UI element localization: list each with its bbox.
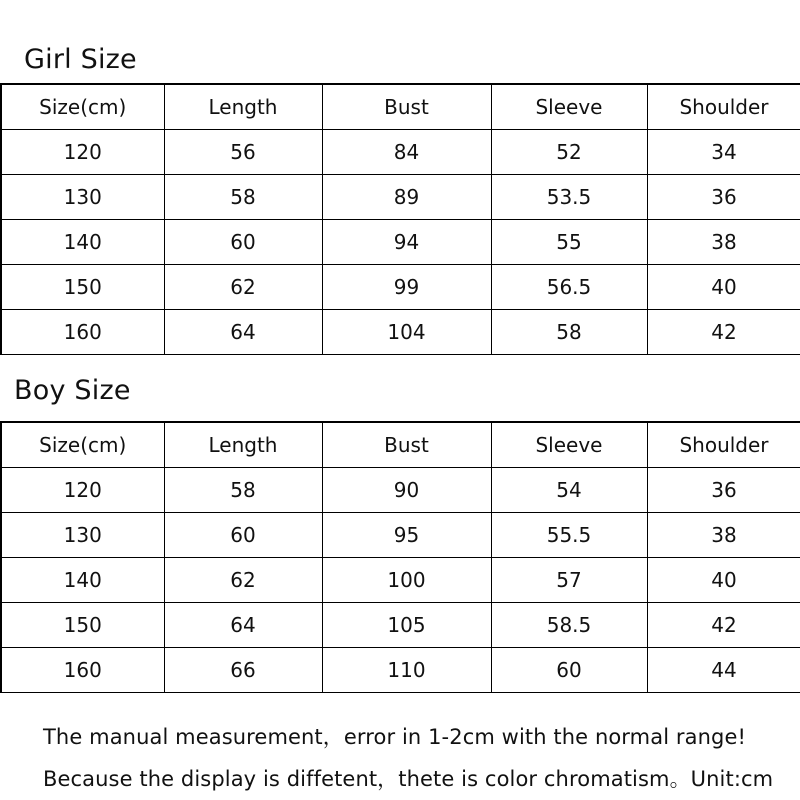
table-cell: 90 (322, 468, 491, 513)
table-header-row (1, 84, 800, 130)
table-cell: 62 (164, 265, 322, 310)
boy-size-title: Boy Size (14, 375, 131, 406)
table-cell: 100 (322, 558, 491, 603)
table-cell: 36 (647, 468, 800, 513)
table-cell: 95 (322, 513, 491, 558)
table-cell: 64 (164, 603, 322, 648)
table-cell: 36 (647, 175, 800, 220)
table-cell: 42 (647, 310, 800, 355)
table-cell: 60 (164, 513, 322, 558)
table-row (1, 175, 800, 220)
table-cell: 94 (322, 220, 491, 265)
table-cell: 44 (647, 648, 800, 693)
table-row (1, 130, 800, 175)
table-row (1, 558, 800, 603)
header-cell-shoulder: Shoulder (647, 422, 800, 468)
table-cell: 99 (322, 265, 491, 310)
table-cell: 150 (1, 603, 164, 648)
table-cell: 140 (1, 220, 164, 265)
table-cell: 105 (322, 603, 491, 648)
table-cell: 34 (647, 130, 800, 175)
table-cell: 55 (491, 220, 647, 265)
table-row (1, 220, 800, 265)
table-cell: 150 (1, 265, 164, 310)
table-cell: 58 (164, 468, 322, 513)
table-cell: 130 (1, 175, 164, 220)
header-cell-size: Size(cm) (1, 422, 164, 468)
table-row (1, 648, 800, 693)
table-cell: 110 (322, 648, 491, 693)
table-cell: 89 (322, 175, 491, 220)
table-cell: 60 (164, 220, 322, 265)
table-cell: 160 (1, 648, 164, 693)
table-cell: 38 (647, 513, 800, 558)
table-cell: 57 (491, 558, 647, 603)
table-cell: 120 (1, 130, 164, 175)
table-header-row (1, 422, 800, 468)
table-cell: 60 (491, 648, 647, 693)
measurement-note: The manual measurement，error in 1-2cm with the normal range! (43, 725, 746, 749)
table-cell: 54 (491, 468, 647, 513)
table-cell: 120 (1, 468, 164, 513)
table-cell: 52 (491, 130, 647, 175)
table-cell: 56 (164, 130, 322, 175)
header-cell-bust: Bust (322, 422, 491, 468)
table-cell: 40 (647, 265, 800, 310)
table-row (1, 603, 800, 648)
table-cell: 58 (491, 310, 647, 355)
table-cell: 104 (322, 310, 491, 355)
header-cell-length: Length (164, 84, 322, 130)
header-cell-length: Length (164, 422, 322, 468)
table-row (1, 513, 800, 558)
table-cell: 66 (164, 648, 322, 693)
table-row (1, 265, 800, 310)
table-cell: 40 (647, 558, 800, 603)
header-cell-bust: Bust (322, 84, 491, 130)
table-cell: 62 (164, 558, 322, 603)
boy-size-table (0, 421, 800, 693)
table-cell: 160 (1, 310, 164, 355)
table-cell: 140 (1, 558, 164, 603)
table-cell: 58.5 (491, 603, 647, 648)
header-cell-shoulder: Shoulder (647, 84, 800, 130)
table-cell: 84 (322, 130, 491, 175)
girl-size-title: Girl Size (24, 44, 137, 75)
color-unit-note: Because the display is diffetent，thete is color chromatism。Unit:cm (43, 767, 774, 791)
table-cell: 56.5 (491, 265, 647, 310)
table-cell: 38 (647, 220, 800, 265)
girl-size-table (0, 83, 800, 355)
table-cell: 53.5 (491, 175, 647, 220)
header-cell-sleeve: Sleeve (491, 422, 647, 468)
table-row (1, 310, 800, 355)
header-cell-sleeve: Sleeve (491, 84, 647, 130)
table-cell: 130 (1, 513, 164, 558)
table-cell: 58 (164, 175, 322, 220)
header-cell-size: Size(cm) (1, 84, 164, 130)
table-cell: 42 (647, 603, 800, 648)
table-cell: 55.5 (491, 513, 647, 558)
table-cell: 64 (164, 310, 322, 355)
table-row (1, 468, 800, 513)
